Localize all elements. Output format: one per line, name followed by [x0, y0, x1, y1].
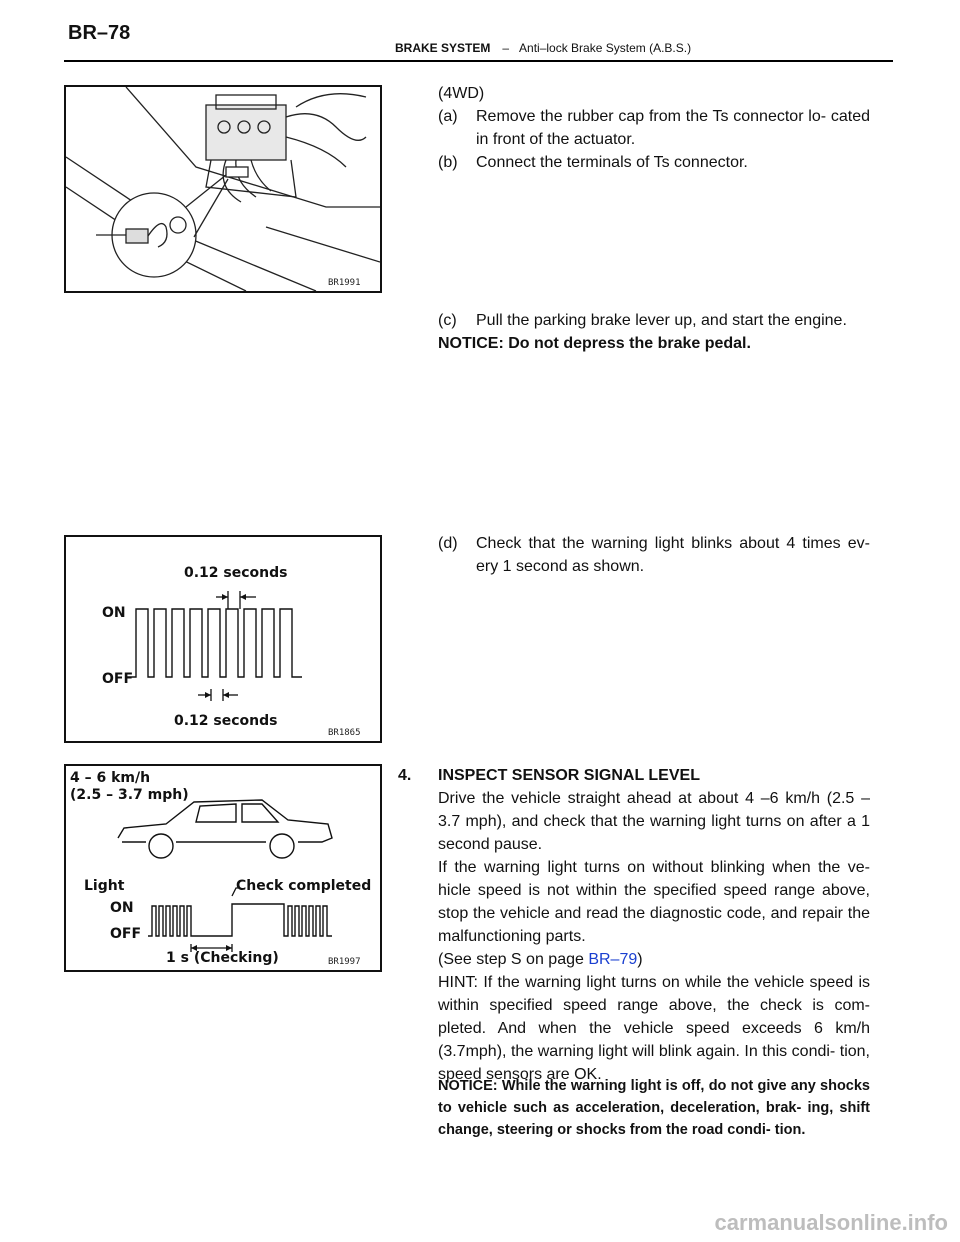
step-b-text: Connect the terminals of Ts connector.	[476, 154, 748, 171]
figure-sensor-signal	[64, 764, 382, 972]
engine-compartment-illustration	[66, 87, 380, 291]
header-subsection: Anti–lock Brake System (A.B.S.)	[519, 41, 692, 55]
step4-notice: NOTICE: While the warning light is off, do not give any shocks to vehicle such as acceleration, deceleration, brak- ing, shift change, steering or shocks from the road condi- tion.	[438, 1078, 870, 1138]
label-off: OFF	[110, 926, 142, 942]
step4-number: 4.	[398, 767, 412, 784]
step-d	[438, 532, 870, 580]
reference-prefix: (See step S on page	[438, 951, 589, 968]
step-c-label: (c)	[438, 312, 457, 329]
header-dash: –	[502, 41, 510, 55]
car-icon	[118, 800, 332, 858]
step4-paragraph-drive: Drive the vehicle straight ahead at about 4 –6 km/h (2.5 – 3.7 mph), and check that the warning light turns on after a 1 second pause.	[438, 790, 870, 853]
step-b-label: (b)	[438, 154, 458, 171]
label-speed-mph: (2.5 – 3.7 mph)	[70, 787, 189, 803]
figure-code-2: BR1865	[328, 728, 361, 738]
step-d-text: Check that the warning light blinks about 4 times ev- ery 1 second as shown.	[476, 535, 870, 575]
step-a	[438, 105, 870, 153]
waveform-line	[126, 609, 302, 677]
step-b	[438, 151, 870, 175]
label-speed-kmh: 4 – 6 km/h	[70, 770, 151, 786]
step-d-label: (d)	[438, 535, 458, 552]
notice-brake-pedal: NOTICE: Do not depress the brake pedal.	[438, 335, 751, 352]
reference-link-br79[interactable]: BR–79	[588, 951, 638, 968]
label-off: OFF	[102, 671, 134, 687]
step-a-text: Remove the rubber cap from the Ts connector lo- cated in front of the actuator.	[476, 108, 870, 148]
step4-reference	[438, 948, 643, 971]
label-on: ON	[102, 605, 126, 621]
figure-code-3: BR1997	[328, 957, 361, 967]
reference-suffix: )	[637, 951, 643, 968]
step-c-text: Pull the parking brake lever up, and start the engine.	[476, 312, 847, 329]
step4-hint: HINT: If the warning light turns on while the vehicle speed is within specified speed range above, the check is com- pleted. And when the vehicle speed exceeds 6 km/h (3.7mph), the warning light will blink again. In this condi- tion, speed sensors are OK.	[438, 974, 870, 1083]
figure-blink-waveform	[64, 535, 382, 743]
step4-paragraph-warning: If the warning light turns on without blinking when the ve- hicle speed is not within the specified speed range above, stop the vehicle and read the diagnostic code, and repair the malfunctioning parts.	[438, 859, 870, 945]
label-bottom-interval: 0.12 seconds	[174, 713, 278, 729]
figure-code-1: BR1991	[328, 278, 361, 288]
label-check-completed: Check completed	[236, 878, 372, 894]
figure-ts-connector	[64, 85, 382, 293]
signal-waveform-line	[148, 904, 332, 936]
step4-title: INSPECT SENSOR SIGNAL LEVEL	[438, 767, 700, 784]
running-header	[395, 41, 691, 55]
section-title-4wd: (4WD)	[438, 85, 485, 102]
blink-waveform-diagram	[66, 537, 380, 741]
header-section: BRAKE SYSTEM	[395, 41, 491, 55]
label-checking: 1 s (Checking)	[166, 950, 279, 966]
step-a-label: (a)	[438, 108, 458, 125]
sensor-signal-diagram	[66, 766, 380, 970]
label-on: ON	[110, 900, 134, 916]
step-c	[438, 309, 870, 333]
label-light: Light	[84, 878, 125, 894]
label-top-interval: 0.12 seconds	[184, 565, 288, 581]
page-number: BR–78	[68, 22, 131, 44]
header-rule	[64, 60, 893, 62]
watermark: carmanualsonline.info	[714, 1210, 948, 1235]
